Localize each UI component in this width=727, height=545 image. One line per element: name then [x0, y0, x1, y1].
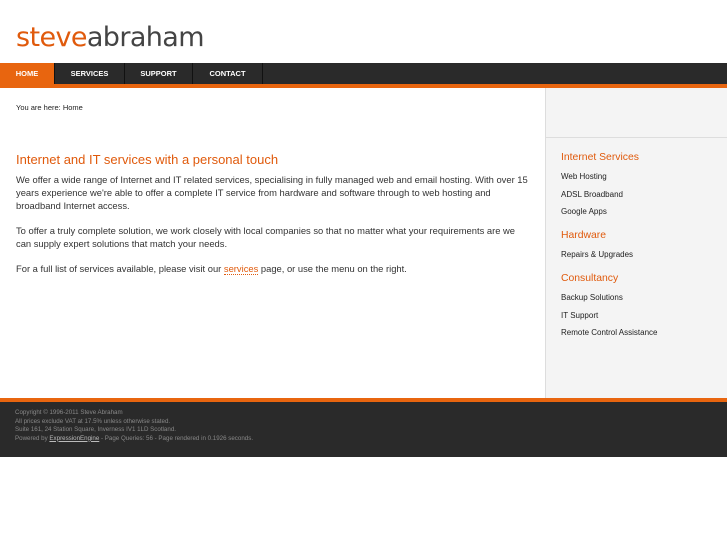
sidebar-top-panel — [546, 88, 727, 138]
footer-address: Suite 161, 24 Station Square, Inverness IV1 1LD Scotland. — [15, 426, 176, 433]
sidebar-link-remote-control-assistance[interactable]: Remote Control Assistance — [561, 328, 658, 337]
logo-last-name: abraham — [86, 22, 204, 53]
site-logo[interactable] — [16, 22, 204, 54]
main-content — [16, 152, 531, 287]
sidebar-heading-hardware: Hardware — [561, 230, 607, 241]
sidebar — [545, 88, 727, 398]
powered-prefix: Powered by — [15, 434, 50, 442]
solutions-paragraph: To offer a truly complete solution, we work closely with local companies so that no matter what your requirements are we can supply expert solutions that match your needs. — [16, 225, 516, 249]
nav-support[interactable]: SUPPORT — [125, 63, 193, 84]
sidebar-link-google-apps[interactable]: Google Apps — [561, 207, 607, 216]
nav-home[interactable]: HOME — [0, 63, 55, 84]
sidebar-link-adsl-broadband[interactable]: ADSL Broadband — [561, 190, 623, 199]
intro-paragraph: We offer a wide range of Internet and IT related services, specialising in fully managed web and email hosting. With over 15 years experience we're able to offer a complete IT service from hardware and software through to web hosting and broadband Internet access. — [16, 174, 528, 211]
sidebar-heading-internet-services: Internet Services — [561, 152, 639, 163]
services-text-before: For a full list of services available, please visit our — [16, 263, 224, 274]
services-text-after: page, or use the menu on the right. — [258, 263, 407, 274]
main-navigation — [0, 63, 727, 84]
footer-copyright: Copyright © 1996-2011 Steve Abraham — [15, 409, 123, 416]
footer — [0, 402, 727, 457]
powered-suffix: - Page Queries: 56 - Page rendered in 0.1926 seconds. — [99, 434, 254, 442]
sidebar-link-backup-solutions[interactable]: Backup Solutions — [561, 293, 623, 302]
services-link[interactable]: services — [223, 263, 259, 274]
nav-contact[interactable]: CONTACT — [193, 63, 263, 84]
services-paragraph — [16, 262, 531, 275]
sidebar-link-repairs-upgrades[interactable]: Repairs & Upgrades — [561, 250, 634, 259]
footer-vat-note: All prices exclude VAT at 17.5% unless otherwise stated. — [15, 417, 171, 425]
breadcrumb: You are here: Home — [16, 103, 83, 112]
sidebar-link-it-support[interactable]: IT Support — [561, 311, 599, 320]
nav-services[interactable]: SERVICES — [55, 63, 125, 84]
sidebar-heading-consultancy: Consultancy — [561, 273, 619, 284]
footer-powered-by — [15, 435, 712, 444]
page-heading: Internet and IT services with a personal touch — [16, 152, 279, 167]
logo-first-name: steve — [16, 22, 87, 53]
expressionengine-link[interactable]: ExpressionEngine — [49, 434, 100, 442]
sidebar-link-web-hosting[interactable]: Web Hosting — [561, 172, 607, 181]
